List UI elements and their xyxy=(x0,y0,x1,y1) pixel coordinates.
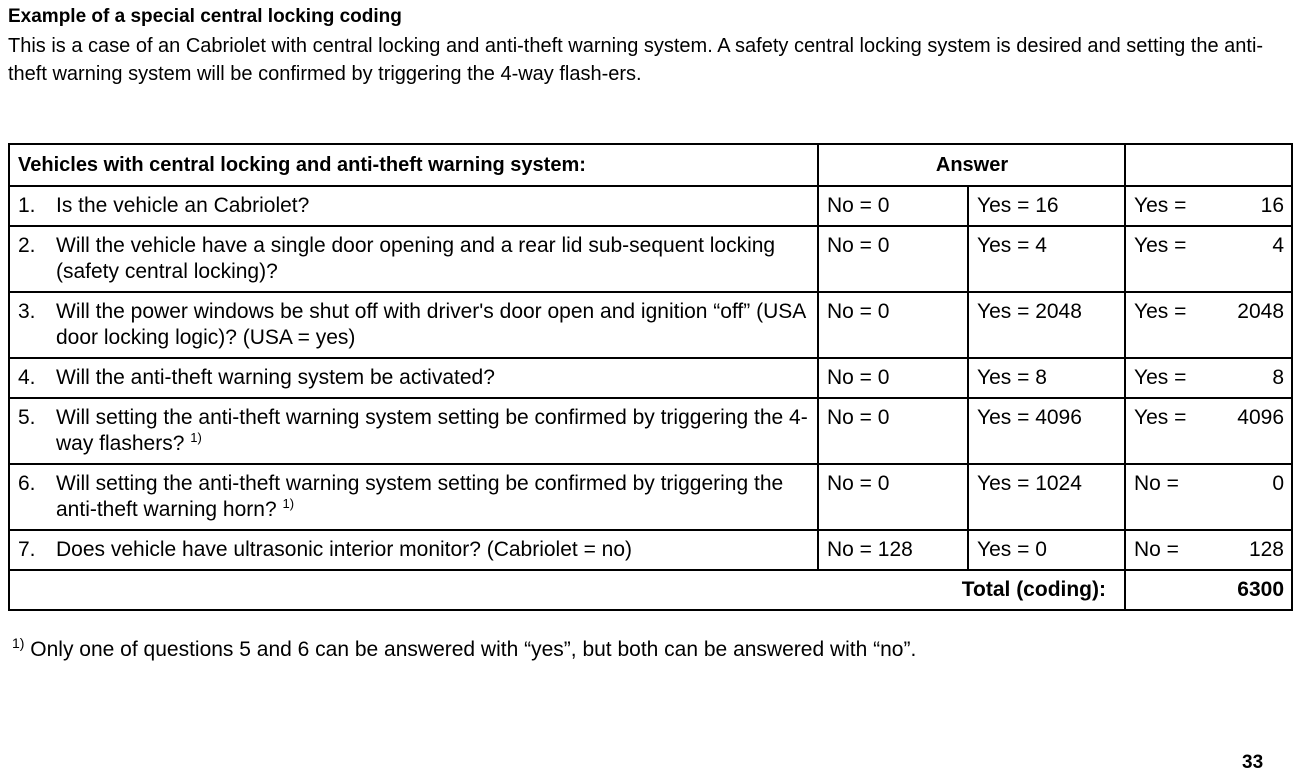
table-row xyxy=(9,186,1292,226)
result-label: No = xyxy=(1134,538,1179,561)
result-value: 2048 xyxy=(1237,300,1284,323)
document-heading: Example of a special central locking coding xyxy=(8,6,402,27)
question-number: 4. xyxy=(18,366,36,389)
footnote xyxy=(12,636,916,664)
question-text-wrap xyxy=(56,299,810,351)
answer-yes: Yes = 0 xyxy=(968,530,1125,570)
answer-yes: Yes = 1024 xyxy=(968,464,1125,530)
answer-no: No = 128 xyxy=(818,530,968,570)
footnote-text: Only one of questions 5 and 6 can be answered with “yes”, but both can be answered with “no”. xyxy=(30,638,917,661)
table-row xyxy=(9,398,1292,464)
answer-no: No = 0 xyxy=(818,292,968,358)
result-value: 4 xyxy=(1272,234,1284,257)
question-text-wrap xyxy=(56,233,810,285)
result-label: Yes = xyxy=(1134,234,1187,257)
answer-no: No = 0 xyxy=(818,226,968,292)
result-cell xyxy=(1125,186,1292,226)
total-row xyxy=(9,570,1292,610)
question-number: 6. xyxy=(18,472,36,495)
question-text-wrap xyxy=(56,537,810,563)
question-number: 3. xyxy=(18,300,36,323)
question-text: Is the vehicle an Cabriolet? xyxy=(56,194,310,217)
result-value: 4096 xyxy=(1237,406,1284,429)
table-row xyxy=(9,292,1292,358)
table-row xyxy=(9,358,1292,398)
answer-yes: Yes = 8 xyxy=(968,358,1125,398)
question-cell xyxy=(9,464,818,530)
question-text-wrap xyxy=(56,405,810,457)
question-cell xyxy=(9,398,818,464)
table-row xyxy=(9,464,1292,530)
result-value: 0 xyxy=(1272,472,1284,495)
question-number: 1. xyxy=(18,194,36,217)
answer-no: No = 0 xyxy=(818,186,968,226)
result-cell xyxy=(1125,530,1292,570)
answer-no: No = 0 xyxy=(818,464,968,530)
question-cell xyxy=(9,530,818,570)
question-text-wrap xyxy=(56,193,810,219)
question-text: Will setting the anti-theft warning system setting be confirmed by triggering the anti-theft warning horn? xyxy=(56,472,784,521)
result-cell xyxy=(1125,398,1292,464)
result-label: No = xyxy=(1134,472,1179,495)
answer-yes: Yes = 2048 xyxy=(968,292,1125,358)
question-number: 5. xyxy=(18,406,36,429)
question-footnote-mark: 1) xyxy=(190,430,202,445)
question-number: 7. xyxy=(18,538,36,561)
answer-no: No = 0 xyxy=(818,398,968,464)
table-row xyxy=(9,226,1292,292)
question-text: Does vehicle have ultrasonic interior monitor? (Cabriolet = no) xyxy=(56,538,633,561)
question-number: 2. xyxy=(18,234,36,257)
result-cell xyxy=(1125,226,1292,292)
result-label: Yes = xyxy=(1134,366,1187,389)
result-value: 16 xyxy=(1260,194,1284,217)
table-header-row xyxy=(9,144,1292,186)
footnote-mark: 1) xyxy=(12,635,25,651)
question-cell xyxy=(9,226,818,292)
intro-paragraph: This is a case of an Cabriolet with central locking and anti-theft warning system. A safety central locking system is desired and setting the anti-theft warning system will be confirmed by triggering the 4-way flash-ers. xyxy=(8,35,1264,85)
table-row xyxy=(9,530,1292,570)
table-body xyxy=(9,186,1292,610)
answer-no: No = 0 xyxy=(818,358,968,398)
header-question: Vehicles with central locking and anti-theft warning system: xyxy=(9,144,818,186)
question-cell xyxy=(9,186,818,226)
question-text-wrap xyxy=(56,471,810,523)
result-label: Yes = xyxy=(1134,406,1187,429)
result-value: 128 xyxy=(1248,538,1284,561)
answer-yes: Yes = 16 xyxy=(968,186,1125,226)
header-result xyxy=(1125,144,1292,186)
result-cell xyxy=(1125,292,1292,358)
total-value: 6300 xyxy=(1125,570,1292,610)
question-text-wrap xyxy=(56,365,810,391)
answer-yes: Yes = 4 xyxy=(968,226,1125,292)
answer-yes: Yes = 4096 xyxy=(968,398,1125,464)
question-footnote-mark: 1) xyxy=(282,496,295,511)
result-label: Yes = xyxy=(1134,300,1187,323)
question-text: Will setting the anti-theft warning system setting be confirmed by triggering the 4-way flashers? xyxy=(56,406,808,455)
question-text: Will the anti-theft warning system be activated? xyxy=(56,366,495,389)
result-value: 8 xyxy=(1272,366,1284,389)
total-label: Total (coding): xyxy=(9,570,1125,610)
question-text: Will the vehicle have a single door opening and a rear lid sub-sequent locking (safety central locking)? xyxy=(56,234,776,283)
question-cell xyxy=(9,358,818,398)
result-label: Yes = xyxy=(1134,194,1187,217)
result-cell xyxy=(1125,464,1292,530)
page-number: 33 xyxy=(1242,752,1264,773)
question-cell xyxy=(9,292,818,358)
result-cell xyxy=(1125,358,1292,398)
header-answer: Answer xyxy=(818,144,1125,186)
question-text: Will the power windows be shut off with driver's door open and ignition “off” (USA door locking logic)? (USA = yes) xyxy=(56,300,806,349)
coding-table xyxy=(8,143,1293,611)
